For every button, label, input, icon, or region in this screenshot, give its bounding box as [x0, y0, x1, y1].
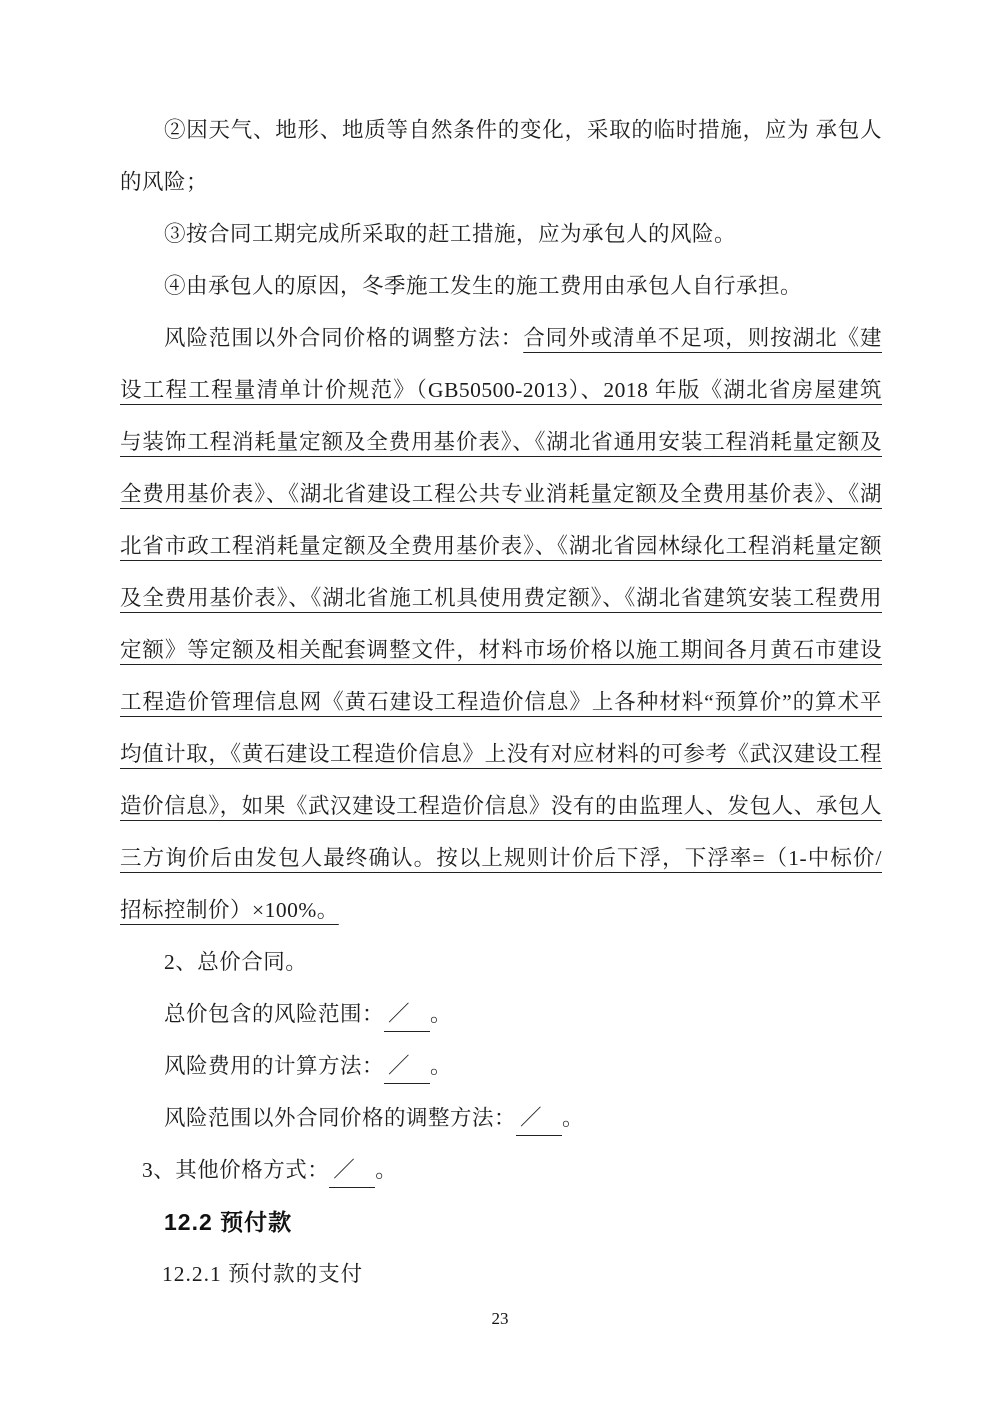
price-adjustment-label: 风险范围以外合同价格的调整方法：	[164, 326, 524, 350]
risk-scope-period: 。	[430, 1002, 453, 1026]
section-heading-advance-payment: 12.2 预付款	[164, 1209, 293, 1235]
clause-schedule-risk: ③按合同工期完成所采取的赶工措施，应为承包人的风险。	[164, 222, 737, 246]
lump-sum-adjustment-blank-field: ／	[516, 1102, 562, 1136]
other-price-period: 。	[375, 1158, 398, 1182]
subsection-heading-advance-payment-pay: 12.2.1 预付款的支付	[162, 1262, 364, 1286]
price-adjustment-underlined-text: 合同外或清单不足项，则按湖北《建设工程工程量清单计价规范》（GB50500-2013）、2018 年版《湖北省房屋建筑与装饰工程消耗量定额及全费用基价表》、《湖北省通用安装工程消耗量定额及全费用基价表》、《湖北省建设工程公共专业消耗量定额及全费用基价表》、《湖北省市政工程消耗量定额及全费用基价表》、《湖北省园林绿化工程消耗量定额及全费用基价表》、《湖北省施工机具使用费定额》、《湖北省建筑安装工程费用定额》等定额及相关配套调整文件，材料市场价格以施工期间各月黄石市建设工程造价管理信息网《黄石建设工程造价信息》上各种材料“预算价”的算术平均值计取，《黄石建设工程造价信息》上没有对应材料的可参考《武汉建设工程造价信息》，如果《武汉建设工程造价信息》没有的由监理人、发包人、承包人三方询价后由发包人最终确认。按以上规则计价后下浮，下浮率=（1-中标价/招标控制价）×100%。	[120, 326, 882, 922]
lump-sum-adjustment-period: 。	[562, 1106, 585, 1130]
clause-weather-risk: ②因天气、地形、地质等自然条件的变化，采取的临时措施，应为 承包人的风险；	[120, 118, 882, 194]
risk-fee-period: 。	[430, 1054, 453, 1078]
lump-sum-contract-title: 2、总价合同。	[164, 950, 308, 974]
lump-sum-adjustment-line	[120, 1092, 882, 1144]
other-price-blank-field: ／	[329, 1154, 375, 1188]
risk-scope-blank-field: ／	[384, 998, 430, 1032]
lump-sum-risk-fee-line	[120, 1040, 882, 1092]
page-number: 23	[491, 1309, 509, 1328]
lump-sum-risk-scope-line	[120, 988, 882, 1040]
document-content	[120, 104, 882, 1300]
lump-sum-risk-scope-label: 总价包含的风险范围：	[164, 1002, 385, 1026]
clause-winter-cost: ④由承包人的原因，冬季施工发生的施工费用由承包人自行承担。	[164, 274, 803, 298]
paragraph-price-adjustment	[120, 312, 882, 936]
lump-sum-risk-fee-label: 风险费用的计算方法：	[164, 1054, 385, 1078]
other-price-method-label: 3、其他价格方式：	[142, 1158, 330, 1182]
risk-fee-blank-field: ／	[384, 1050, 430, 1084]
lump-sum-adjustment-label: 风险范围以外合同价格的调整方法：	[164, 1106, 517, 1130]
other-price-method-line	[120, 1144, 882, 1196]
